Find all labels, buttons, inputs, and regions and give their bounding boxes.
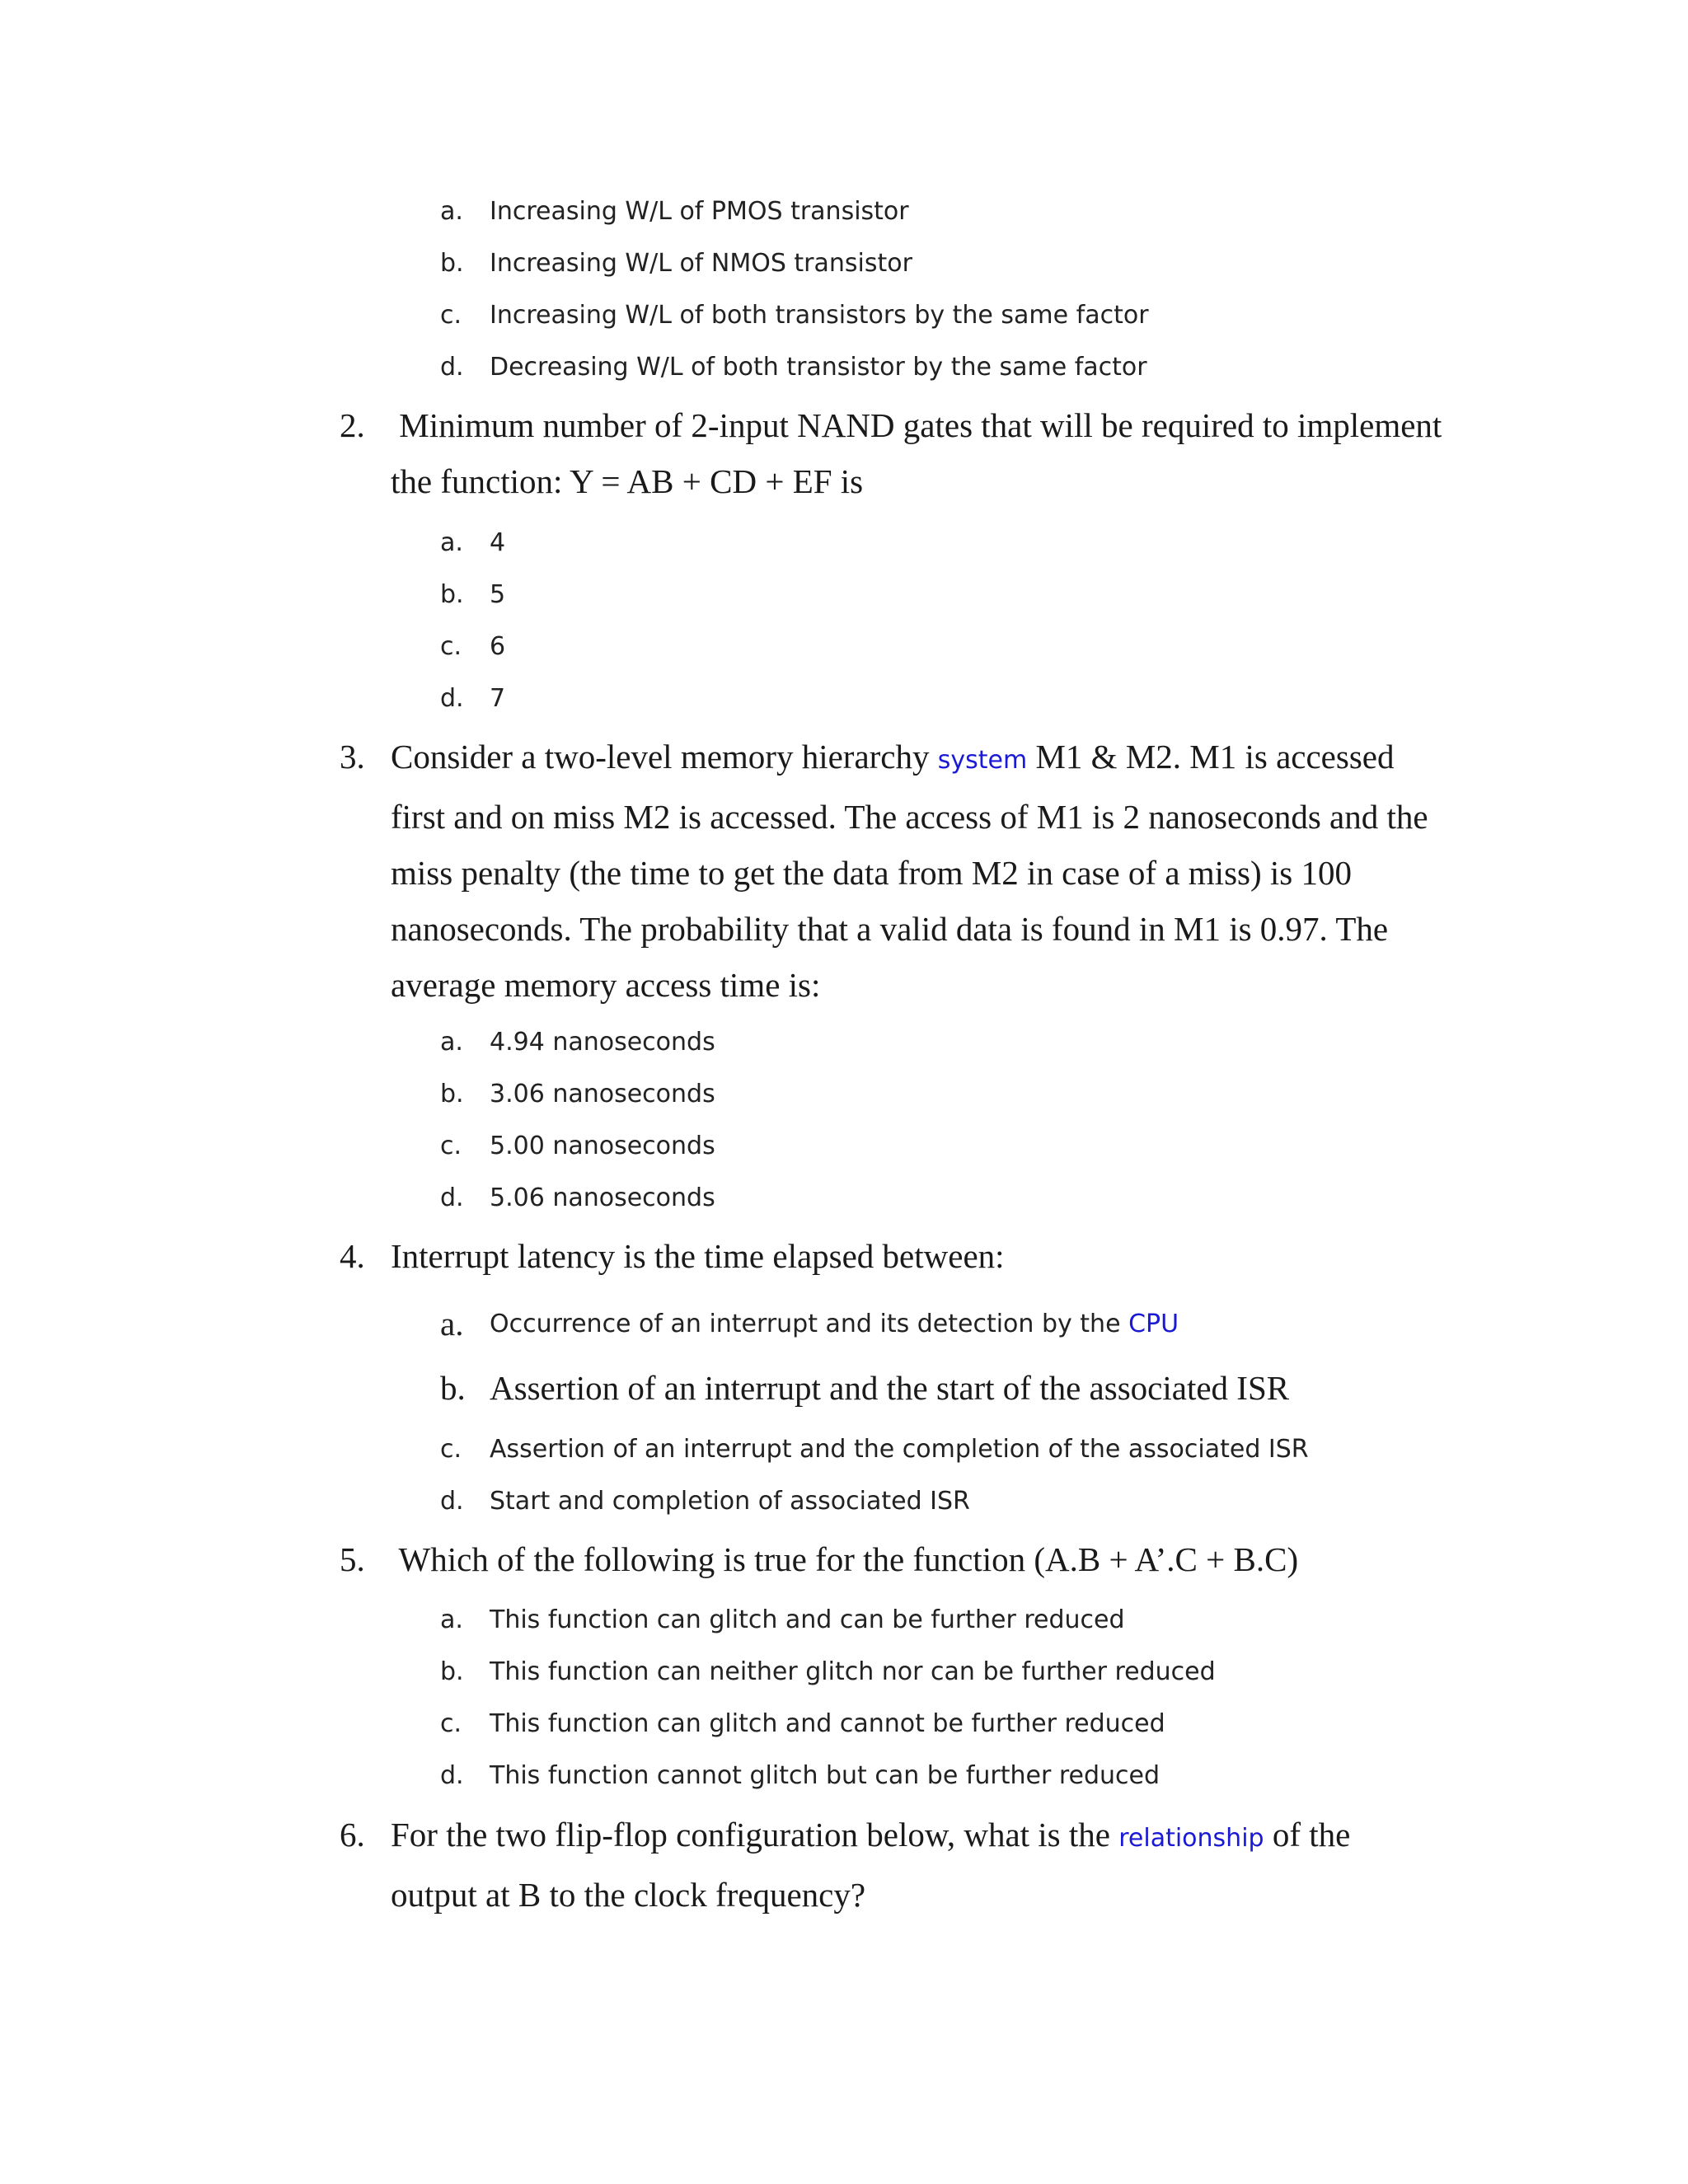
q2-option-c	[440, 623, 505, 669]
option-text-part: Occurrence of an interrupt and its detection by the	[490, 1309, 1129, 1338]
option-text: 4	[490, 527, 506, 557]
option-letter: d.	[440, 683, 464, 713]
question-4	[340, 1228, 1436, 1284]
question-number: 3.	[340, 738, 365, 776]
question-number: 6.	[340, 1816, 365, 1854]
q3-option-a	[440, 1019, 715, 1065]
option-letter: c.	[440, 300, 462, 330]
q4-option-c	[440, 1426, 1309, 1472]
question-number: 4.	[340, 1237, 365, 1275]
option-letter: b.	[440, 1369, 466, 1407]
q3-option-d	[440, 1174, 715, 1221]
option-text: 5	[490, 579, 506, 609]
question-text: Which of the following is true for the function (A.B + A’.C + B.C)	[391, 1540, 1299, 1578]
q2-option-d	[440, 675, 505, 721]
option-text: This function can glitch and can be further reduced	[490, 1605, 1125, 1634]
option-letter: b.	[440, 579, 464, 609]
option-letter: c.	[440, 1708, 462, 1738]
question-text-part: Consider a two-level memory hierarchy	[391, 738, 938, 776]
option-letter: a.	[440, 1605, 463, 1634]
option-letter: c.	[440, 631, 462, 661]
option-text: Increasing W/L of both transistors by the same factor	[490, 300, 1149, 330]
question-text-part: of the output at B to the clock frequency?	[391, 1816, 1351, 1914]
q2-option-a	[440, 519, 505, 565]
q5-option-c	[440, 1700, 1165, 1746]
option-text: 6	[490, 631, 506, 661]
system-link[interactable]: system	[937, 746, 1028, 775]
option-letter: b.	[440, 1657, 464, 1686]
option-letter: a.	[440, 1027, 463, 1057]
q1-option-b	[440, 240, 912, 286]
q5-option-b	[440, 1648, 1216, 1694]
q3-option-c	[440, 1122, 715, 1169]
option-letter: d.	[440, 1760, 464, 1790]
question-line-2: the function: Y = AB + CD + EF is	[391, 462, 864, 500]
option-text: Increasing W/L of NMOS transistor	[490, 248, 912, 278]
option-text: This function cannot glitch but can be further reduced	[490, 1760, 1160, 1790]
option-text: This function can glitch and cannot be further reduced	[490, 1708, 1165, 1738]
question-3	[340, 729, 1436, 1013]
option-letter: c.	[440, 1434, 462, 1464]
option-text: Start and completion of associated ISR	[490, 1486, 970, 1516]
option-letter: d.	[440, 1183, 464, 1212]
question-text-part: M1 & M2. M1 is accessed first and on miss M2 is accessed. The access of M1 is 2 nanoseconds and the miss penalty (the time to get the data from M2 in case of a miss) is 100 nanoseconds. The probability that a valid data is found in M1 is 0.97. The average memory access time is:	[391, 738, 1428, 1004]
question-text	[391, 397, 1442, 509]
relationship-link[interactable]: relationship	[1118, 1824, 1264, 1853]
option-text: Increasing W/L of PMOS transistor	[490, 196, 909, 226]
option-text: Assertion of an interrupt and the start of the associated ISR	[490, 1369, 1290, 1407]
option-text: Decreasing W/L of both transistor by the same factor	[490, 352, 1147, 382]
question-number: 5.	[340, 1540, 365, 1578]
option-letter: c.	[440, 1131, 462, 1160]
option-text: 7	[490, 683, 506, 713]
option-text: 3.06 nanoseconds	[490, 1079, 715, 1108]
q1-option-c	[440, 292, 1149, 338]
question-number: 2.	[340, 406, 365, 444]
q5-option-d	[440, 1752, 1160, 1798]
q4-option-d	[440, 1478, 970, 1524]
option-letter: a.	[440, 527, 463, 557]
question-5	[340, 1531, 1436, 1587]
question-text: Interrupt latency is the time elapsed between:	[391, 1237, 1005, 1275]
option-text	[490, 1310, 1179, 1338]
option-letter: d.	[440, 1486, 464, 1516]
option-text: 4.94 nanoseconds	[490, 1027, 715, 1057]
option-letter: d.	[440, 352, 464, 382]
question-text-part: For the two flip-flop configuration below, what is the	[391, 1816, 1119, 1854]
option-text: Assertion of an interrupt and the completion of the associated ISR	[490, 1434, 1309, 1464]
question-text	[391, 1807, 1436, 1923]
question-text	[391, 729, 1436, 1013]
cpu-link[interactable]: CPU	[1128, 1309, 1179, 1338]
option-text: This function can neither glitch nor can be further reduced	[490, 1657, 1216, 1686]
question-2	[340, 397, 1442, 509]
q4-option-a	[440, 1301, 1179, 1347]
option-letter: b.	[440, 1079, 464, 1108]
option-letter: b.	[440, 248, 464, 278]
option-text: 5.00 nanoseconds	[490, 1131, 715, 1160]
option-letter: a.	[440, 1305, 464, 1343]
question-line-1: Minimum number of 2-input NAND gates that will be required to implement	[391, 406, 1442, 444]
option-letter: a.	[440, 196, 463, 226]
option-text: 5.06 nanoseconds	[490, 1183, 715, 1212]
q3-option-b	[440, 1071, 715, 1117]
question-6	[340, 1807, 1436, 1923]
q1-option-d	[440, 344, 1147, 390]
q2-option-b	[440, 571, 505, 617]
q1-option-a	[440, 188, 909, 234]
q5-option-a	[440, 1596, 1125, 1643]
q4-option-b	[440, 1365, 1289, 1411]
